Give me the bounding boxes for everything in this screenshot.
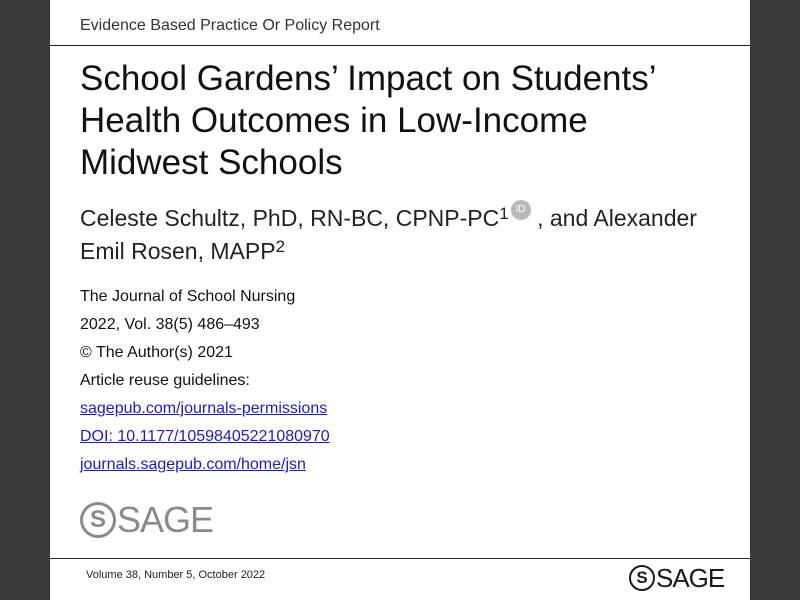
footer-sage-mark-icon: S bbox=[629, 565, 655, 591]
article-type-label: Evidence Based Practice Or Policy Report bbox=[80, 17, 380, 34]
sage-logo-text: SAGE bbox=[117, 499, 214, 540]
copyright: © The Author(s) 2021 bbox=[80, 344, 233, 361]
article-page bbox=[50, 0, 750, 600]
footer-sage-logo bbox=[629, 563, 724, 593]
title-line-1: School Gardens’ Impact on Students’ bbox=[80, 59, 657, 98]
author-2-name: Emil Rosen, MAPP bbox=[80, 238, 276, 264]
journal-name: The Journal of School Nursing bbox=[80, 288, 296, 305]
footer-sage-text: SAGE bbox=[656, 562, 725, 593]
author-list bbox=[80, 200, 730, 268]
reuse-guidelines-label: Article reuse guidelines: bbox=[80, 372, 250, 389]
publication-meta bbox=[80, 283, 330, 479]
author-1-affiliation: 1 bbox=[499, 204, 509, 223]
orcid-icon[interactable]: iD bbox=[511, 200, 531, 220]
footer-divider bbox=[50, 558, 750, 559]
author-1-name: Celeste Schultz, PhD, RN-BC, CPNP-PC bbox=[80, 205, 500, 231]
sage-logo-mark-icon: S bbox=[80, 502, 116, 538]
title-line-2: Health Outcomes in Low-Income bbox=[80, 101, 588, 140]
journal-home-link[interactable]: journals.sagepub.com/home/jsn bbox=[80, 456, 306, 473]
volume-info: 2022, Vol. 38(5) 486–493 bbox=[80, 316, 260, 333]
title-line-3: Midwest Schools bbox=[80, 143, 343, 182]
sage-logo bbox=[80, 500, 213, 540]
permissions-link[interactable]: sagepub.com/journals-permissions bbox=[80, 400, 328, 417]
header-divider bbox=[50, 45, 750, 46]
doi-link[interactable]: DOI: 10.1177/10598405221080970 bbox=[80, 428, 330, 445]
author-2-affiliation: 2 bbox=[275, 237, 286, 256]
author-conjunction: , and Alexander bbox=[530, 205, 697, 231]
article-title bbox=[80, 58, 720, 184]
issue-info: Volume 38, Number 5, October 2022 bbox=[86, 569, 266, 581]
